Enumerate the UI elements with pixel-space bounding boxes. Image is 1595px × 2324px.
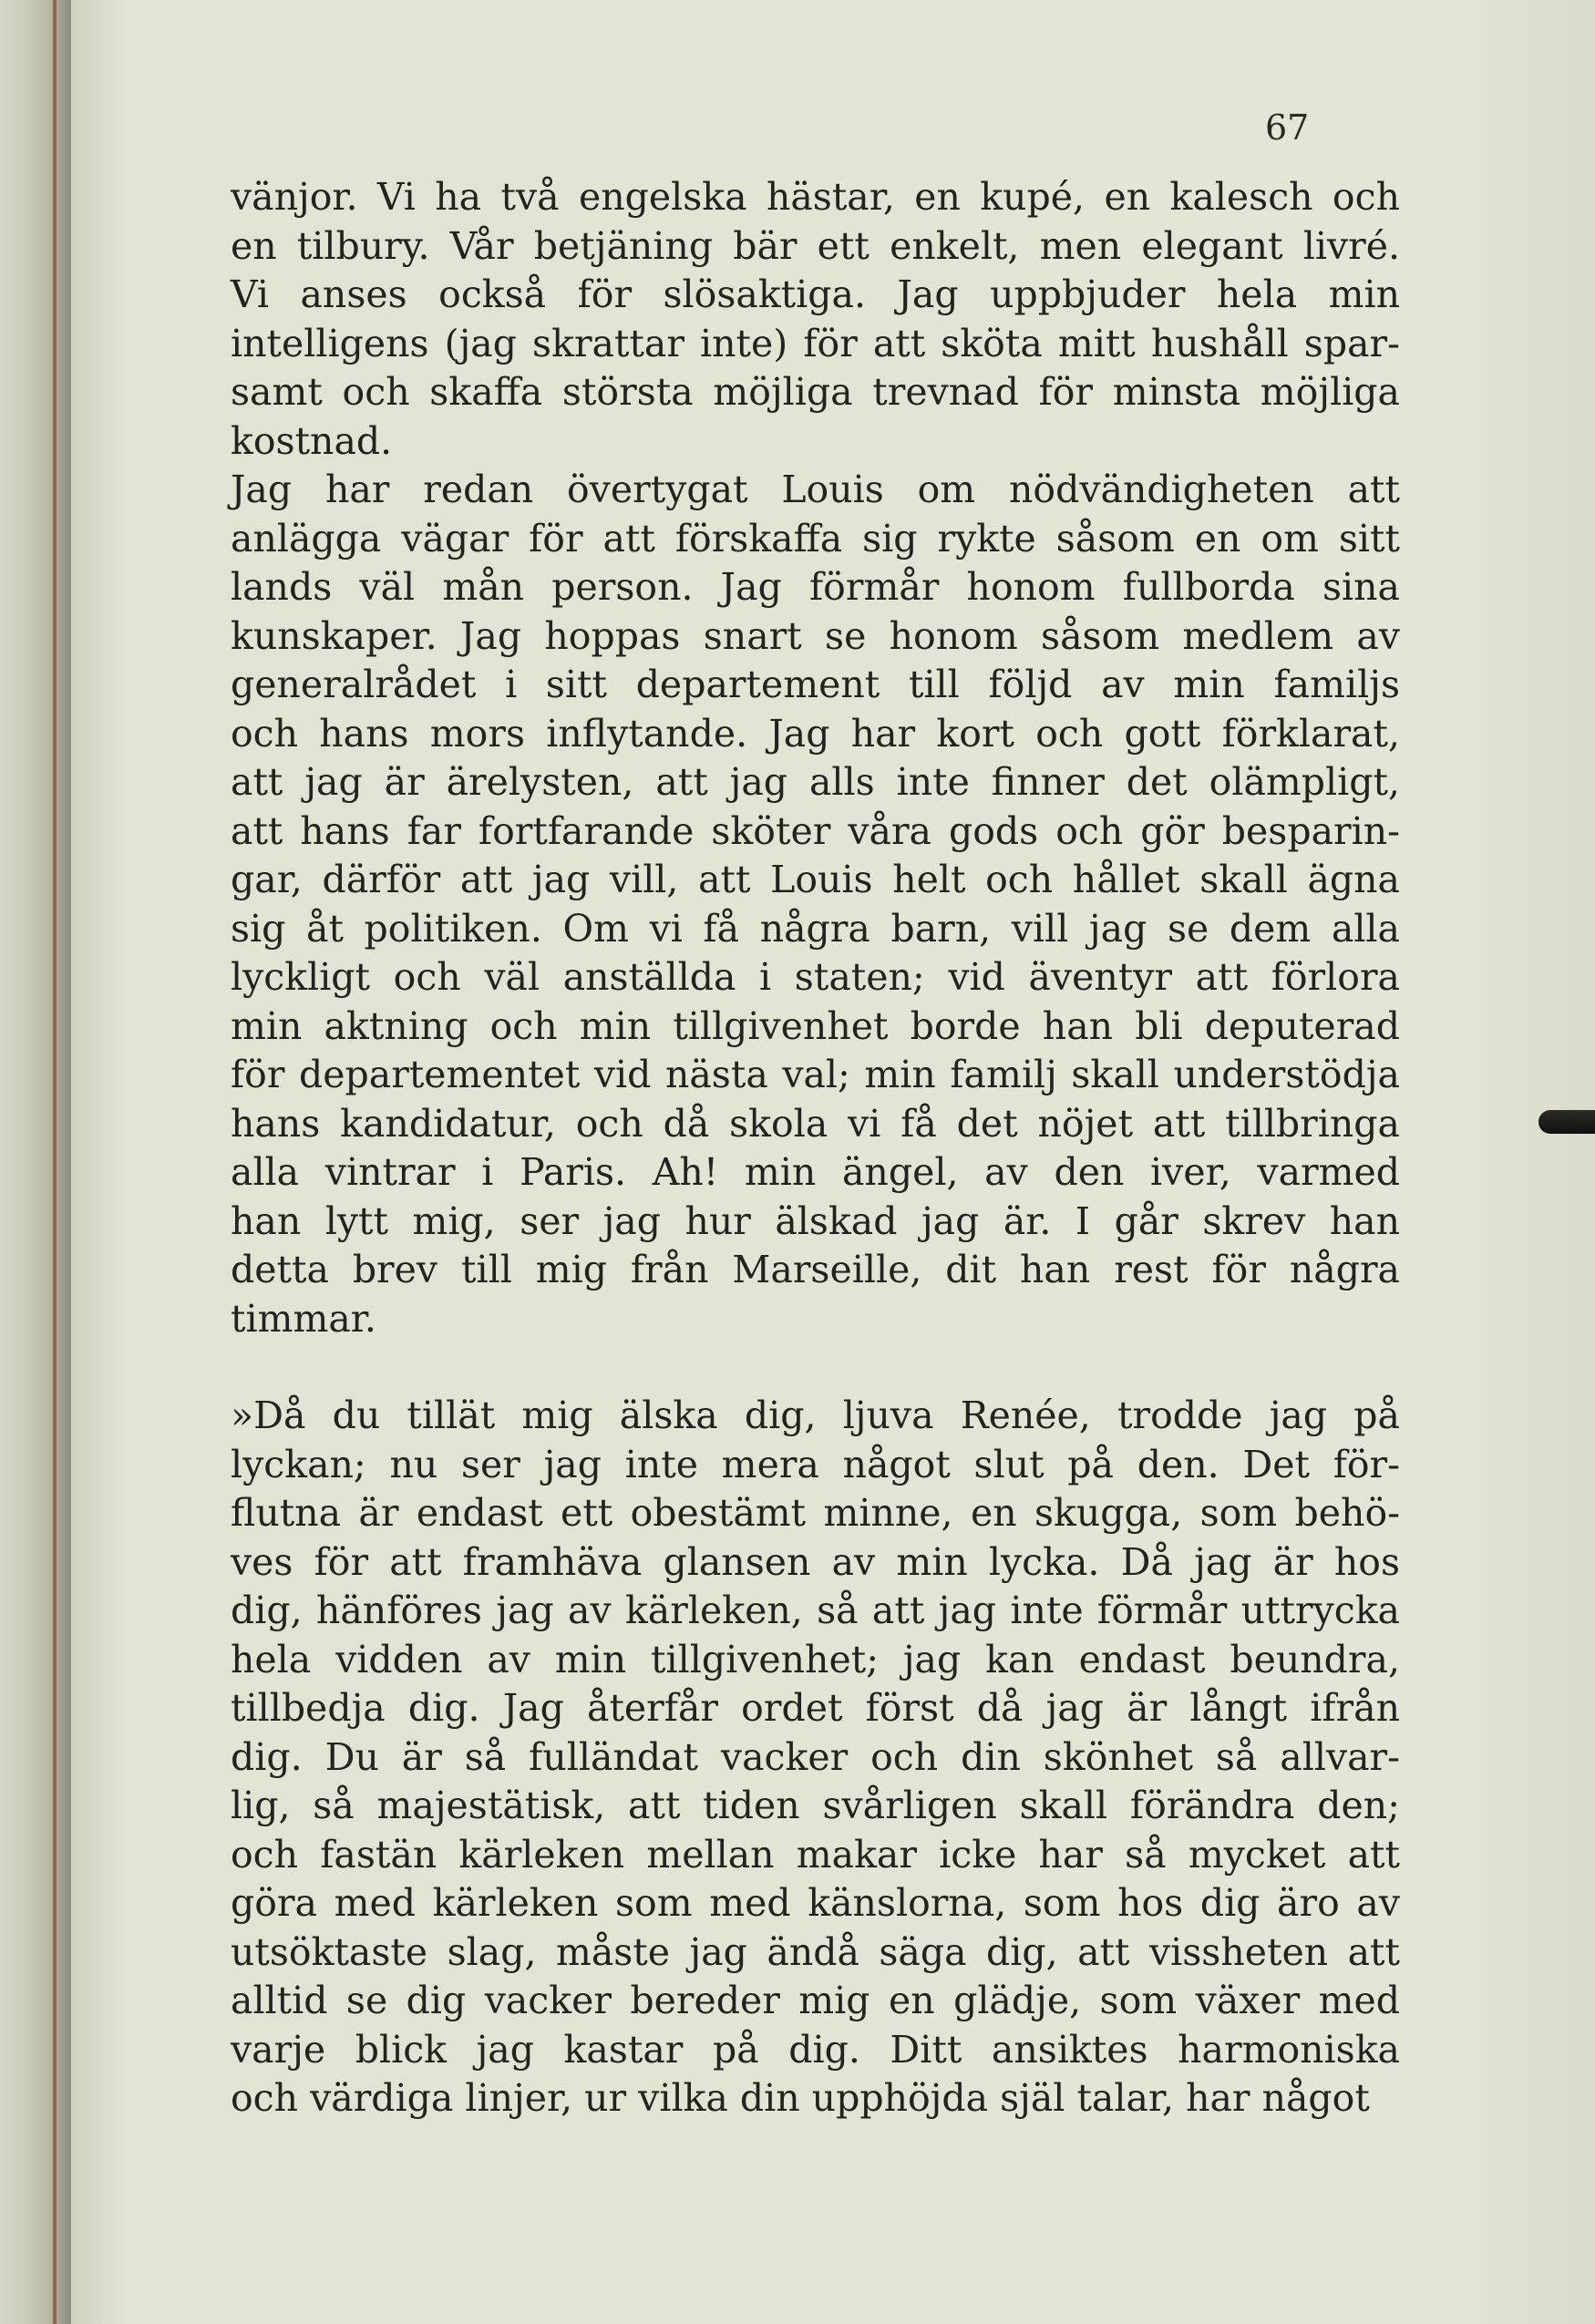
text-line: kunskaper. Jag hoppas snart se honom såsom medlem av xyxy=(231,613,1400,658)
text-line: kostnad. xyxy=(231,418,393,463)
text-line: en tilbury. Vår betjäning bär ett enkelt, men elegant livré. xyxy=(231,223,1400,268)
text-line: ves för att framhäva glansen av min lycka. Då jag är hos xyxy=(231,1539,1400,1584)
book-edge xyxy=(0,0,71,2324)
text-line: och värdiga linjer, ur vilka din upphöjda själ talar, har något xyxy=(231,2076,1370,2120)
text-line: Vi anses också för slösaktiga. Jag uppbjuder hela min xyxy=(231,273,1400,316)
text-line: göra med kärleken som med känslorna, som hos dig äro av xyxy=(231,1881,1400,1925)
text-line: min aktning och min tillgivenhet borde han bli deputerad xyxy=(231,1003,1400,1048)
text-line: lyckligt och väl anställda i staten; vid äventyr att förlora xyxy=(231,955,1400,999)
text-line: detta brev till mig från Marseille, dit han rest för några xyxy=(231,1248,1400,1291)
paragraph xyxy=(231,1392,1400,2123)
paragraph xyxy=(231,466,1400,1343)
text-line: Jag har redan övertygat Louis om nödvändigheten att xyxy=(231,468,1400,511)
text-line: varje blick jag kastar på dig. Ditt ansiktes harmoniska xyxy=(231,2027,1400,2072)
text-line: lands väl mån person. Jag förmår honom fullborda sina xyxy=(231,565,1400,609)
text-line: anlägga vägar för att förskaffa sig rykte såsom en om sitt xyxy=(231,516,1400,560)
text-line: generalrådet i sitt departement till följd av min familjs xyxy=(231,663,1400,706)
page-marker-tab xyxy=(1538,1110,1595,1134)
page-number: 67 xyxy=(1265,108,1310,148)
binding-edge xyxy=(53,0,57,2324)
page-text xyxy=(231,173,1400,2123)
text-line: lyckan; nu ser jag inte mera något slut på den. Det för- xyxy=(231,1442,1400,1486)
text-line: »Då du tillät mig älska dig, ljuva Renée, trodde jag på xyxy=(231,1393,1400,1437)
text-line: att jag är ärelysten, att jag alls inte finner det olämpligt, xyxy=(231,760,1400,804)
text-line: utsöktaste slag, måste jag ändå säga dig, att vissheten att xyxy=(231,1929,1400,1974)
text-line: sig åt politiken. Om vi få några barn, vill jag se dem alla xyxy=(231,906,1400,951)
text-line: för departementet vid nästa val; min familj skall understödja xyxy=(231,1053,1400,1096)
section-break xyxy=(231,1343,1400,1392)
paragraph xyxy=(231,173,1400,466)
text-line: alla vintrar i Paris. Ah! min ängel, av den iver, varmed xyxy=(231,1150,1400,1194)
text-line: han lytt mig, ser jag hur älskad jag är. I går skrev han xyxy=(231,1198,1400,1243)
text-line: vänjor. Vi ha två engelska hästar, en kupé, en kalesch och xyxy=(231,175,1400,219)
text-line: och fastän kärleken mellan makar icke har så mycket att xyxy=(231,1832,1400,1877)
text-line: flutna är endast ett obestämt minne, en skugga, som behö- xyxy=(231,1491,1400,1535)
text-line: och hans mors inflytande. Jag har kort och gott förklarat, xyxy=(231,711,1400,756)
text-line: gar, därför att jag vill, att Louis helt och hållet skall ägna xyxy=(231,858,1400,901)
text-line: tillbedja dig. Jag återfår ordet först då jag är långt ifrån xyxy=(231,1686,1400,1730)
text-line: lig, så majestätisk, att tiden svårligen skall förändra den; xyxy=(231,1784,1400,1827)
text-line: hela vidden av min tillgivenhet; jag kan endast beundra, xyxy=(231,1637,1400,1681)
text-line: att hans far fortfarande sköter våra gods och gör besparin- xyxy=(231,808,1400,853)
text-line: samt och skaffa största möjliga trevnad för minsta möjliga xyxy=(231,370,1400,414)
text-line: timmar. xyxy=(231,1296,376,1341)
text-line: dig, hänföres jag av kärleken, så att jag inte förmår uttrycka xyxy=(231,1589,1400,1632)
text-line: dig. Du är så fulländat vacker och din skönhet så allvar- xyxy=(231,1734,1400,1779)
text-line: hans kandidatur, och då skola vi få det nöjet att tillbringa xyxy=(231,1101,1400,1146)
text-line: intelligens (jag skrattar inte) för att sköta mitt hushåll spar- xyxy=(231,321,1400,365)
text-line: alltid se dig vacker bereder mig en glädje, som växer med xyxy=(231,1979,1400,2022)
